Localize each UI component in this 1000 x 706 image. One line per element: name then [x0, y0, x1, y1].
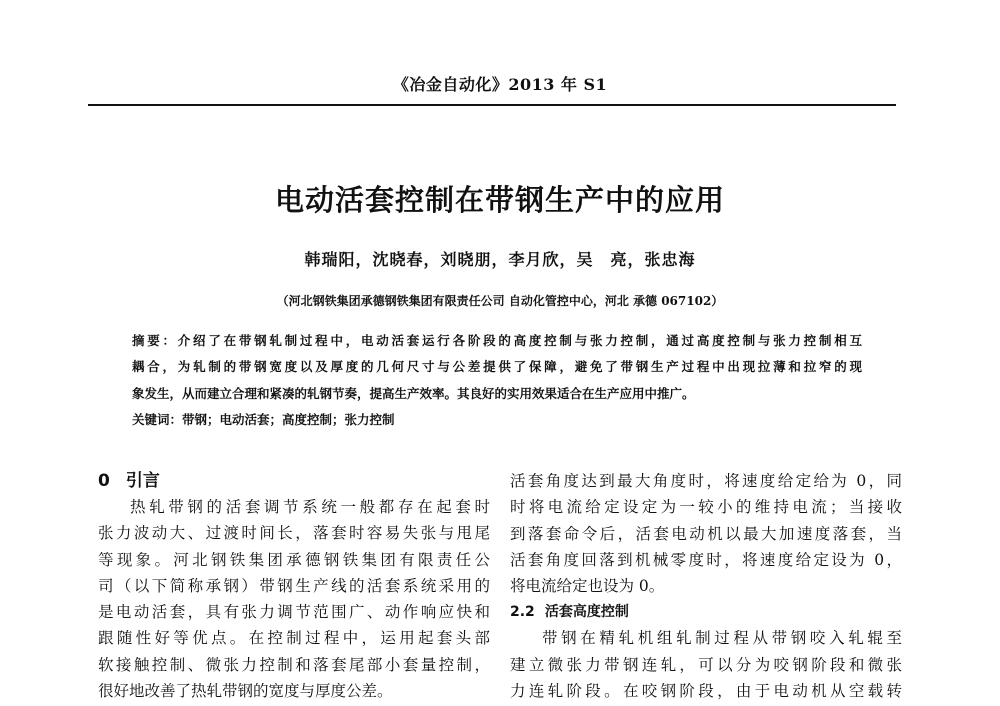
subsection-heading	[510, 599, 902, 625]
paper-title: 电动活套控制在带钢生产中的应用	[274, 183, 725, 217]
body-line: 张力波动大、过渡时间长，落套时容易失张与甩尾	[98, 524, 490, 543]
body-line: 跟随性好等优点。在控制过程中，运用起套头部	[98, 629, 490, 648]
keywords	[132, 409, 862, 435]
subsection-number: 2.2	[510, 604, 535, 621]
subsection-title: 活套高度控制	[544, 604, 629, 621]
right-column	[510, 468, 902, 704]
affiliation: （河北钢铁集团承德钢铁集团有限责任公司 自动化管控中心，河北 承德 067102）	[276, 294, 724, 308]
header-rule	[88, 104, 896, 106]
left-column	[98, 468, 490, 704]
abstract-label: 摘要：	[132, 333, 178, 348]
section-number: 0	[98, 471, 110, 491]
body-line: 到落套命令后，活套电动机以最大加速度落套，当	[510, 524, 902, 543]
abstract-line: 耦合，为轧制的带钢宽度以及厚度的几何尺寸与公差提供了保障，避免了带钢生产过程中出现拉薄和拉窄的现	[132, 359, 862, 375]
body-line: 时将电流给定设定为一较小的维持电流；当接收	[510, 498, 902, 517]
section-title: 引言	[125, 471, 160, 491]
section-heading	[98, 468, 490, 494]
body-line: 软接触控制、微张力控制和落套尾部小套量控制，	[98, 655, 490, 674]
body-line: 活套角度达到最大角度时，将速度给定给为 0，同	[510, 472, 902, 490]
authors: 韩瑞阳，沈晓春，刘晓朋，李月欣，吴 亮，张忠海	[304, 250, 696, 269]
body-line: 热轧带钢的活套调节系统一般都存在起套时	[130, 498, 490, 516]
abstract-line	[132, 330, 862, 356]
keywords-text: 带钢；电动活套；高度控制；张力控制	[182, 411, 395, 427]
body-line: 等现象。河北钢铁集团承德钢铁集团有限责任公	[98, 550, 490, 569]
abstract-text: 介绍了在带钢轧制过程中，电动活套运行各阶段的高度控制与张力控制，通过高度控制与张力控制相互	[177, 333, 862, 348]
keywords-label: 关键词：	[132, 411, 183, 427]
abstract-line: 象发生，从而建立合理和紧凑的轧钢节奏，提高生产效率。其良好的实用效果适合在生产应用中推广。	[132, 385, 695, 401]
body-line: 力连轧阶段。在咬钢阶段，由于电动机从空载转	[510, 682, 902, 701]
body-line: 建立微张力带钢连轧，可以分为咬钢阶段和微张	[510, 655, 902, 674]
body-line: 是电动活套，具有张力调节范围广、动作响应快和	[98, 603, 490, 622]
abstract	[132, 330, 862, 435]
body-line: 带钢在精轧机组轧制过程从带钢咬入轧辊至	[542, 629, 902, 648]
journal-header: 《冶金自动化》2013 年 S1	[392, 75, 608, 94]
body-line: 司（以下简称承钢）带钢生产线的活套系统采用的	[98, 576, 490, 595]
body-line: 活套角度回落到机械零度时，将速度给定设为 0，	[510, 550, 902, 569]
body-line: 将电流给定也设为 0。	[510, 577, 665, 596]
body-line: 很好地改善了热轧带钢的宽度与厚度公差。	[98, 682, 393, 701]
